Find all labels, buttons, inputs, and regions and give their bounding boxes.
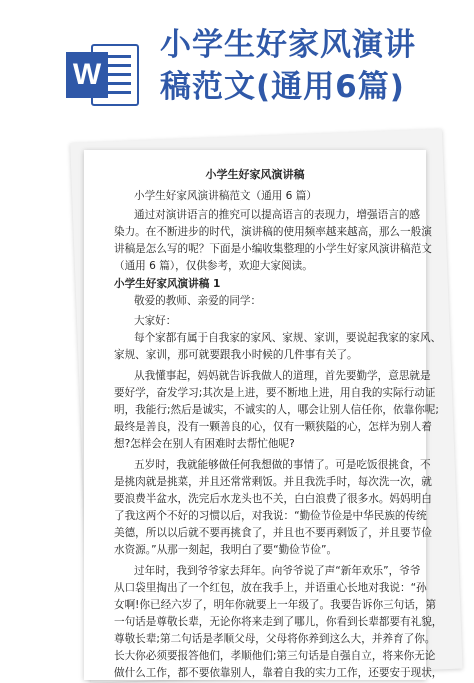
document-line: 了我这两个不好的习惯以后，对我说：“勤俭节俭是中华民族的传统 [114, 510, 427, 522]
document-line: 家规、家训，那可就要跟我小时候的几件事有关了。 [114, 349, 358, 361]
document-line: 一句话是尊敬长辈，无论你将来走到了哪儿，你看到长辈都要有礼貌， [114, 616, 443, 628]
document-line: 水资源。”从那一刻起，我明白了要“勤俭节俭”。 [114, 544, 338, 556]
document-line: 五岁时，我就能够做任何我想做的事情了。可是吃饭很挑食，不 [134, 459, 431, 471]
document-line: 大家好： [134, 315, 177, 327]
svg-text:W: W [72, 58, 102, 91]
document-line: 想?怎样会在别人有困难时去帮忙他呢? [114, 438, 295, 450]
document-line: 过年时，我到爷爷家去拜年。向爷爷说了声“新年欢乐”，爷爷 [134, 565, 421, 577]
document-line: 做什么工作，都不要依靠别人，靠着自我的实力工作，还要安于现状， [114, 667, 443, 679]
document-page [84, 150, 443, 680]
document-line: 小学生好家风演讲稿范文（通用 6 篇） [134, 190, 317, 202]
document-line: 每个家都有属于自我家的家风、家规、家训，要说起我家的家风、 [134, 332, 442, 344]
document-line: 讲稿是怎么写的呢？下面是小编收集整理的小学生好家风演讲稿范文 [114, 243, 432, 255]
document-line: 从口袋里掏出了一个红包，放在我手上，并语重心长地对我说：“孙 [114, 582, 427, 594]
document-line: 美德，所以以后就不要再挑食了，并且也不要再剩饭了，并且要节俭 [114, 527, 432, 539]
document-line: 女啊!你已经六岁了，明年你就要上一年级了。我要告诉你三句话，第 [114, 599, 437, 611]
title-line-1: 小学生好家风演讲 [160, 27, 416, 63]
document-line: 要好学，奋发学习;其次是上进，要不断地上进，用自我的实际行动证 [114, 387, 436, 399]
page-title [160, 24, 460, 108]
document-line: 敬爱的教师、亲爱的同学： [134, 295, 262, 307]
document-line: 是挑肉就是挑菜，并且还常常剩饭。并且我洗手时，每次洗一次，就 [114, 476, 432, 488]
document-line: 染力。在不断进步的时代，演讲稿的使用频率越来越高，那么一般演 [114, 226, 432, 238]
document-title: 小学生好家风演讲稿 [205, 168, 305, 181]
document-line: 最终是善良，没有一颗善良的心，仅有一颗狭隘的心，怎样为别人着 [114, 421, 432, 433]
document-line: 从我懂事起，妈妈就告诉我做人的道理，首先要勤学，意思就是 [134, 370, 431, 382]
document-line: 要浪费半盆水，洗完后水龙头也不关，白白浪费了很多水。妈妈明白 [114, 493, 432, 505]
document-line: 明，我能行;然后是诚实，不诚实的人，哪会让别人信任你，依靠你呢; [114, 404, 439, 416]
document-line: 长大你必须要报答他们，孝顺他们;第三句话是自强自立，将来你无论 [114, 650, 436, 662]
title-line-2: 稿范文(通用6篇) [160, 69, 405, 105]
banner [0, 0, 474, 112]
word-document-icon [66, 42, 142, 108]
section-heading: 小学生好家风演讲稿 1 [114, 278, 221, 290]
document-line: 通过对演讲语言的推究可以提高语言的表现力，增强语言的感 [134, 209, 421, 221]
document-line: 尊敬长辈;第二句话是孝顺父母，父母将你养到这么大，并养育了你。 [114, 633, 436, 645]
document-line: （通用 6 篇），仅供参考，欢迎大家阅读。 [114, 260, 313, 272]
